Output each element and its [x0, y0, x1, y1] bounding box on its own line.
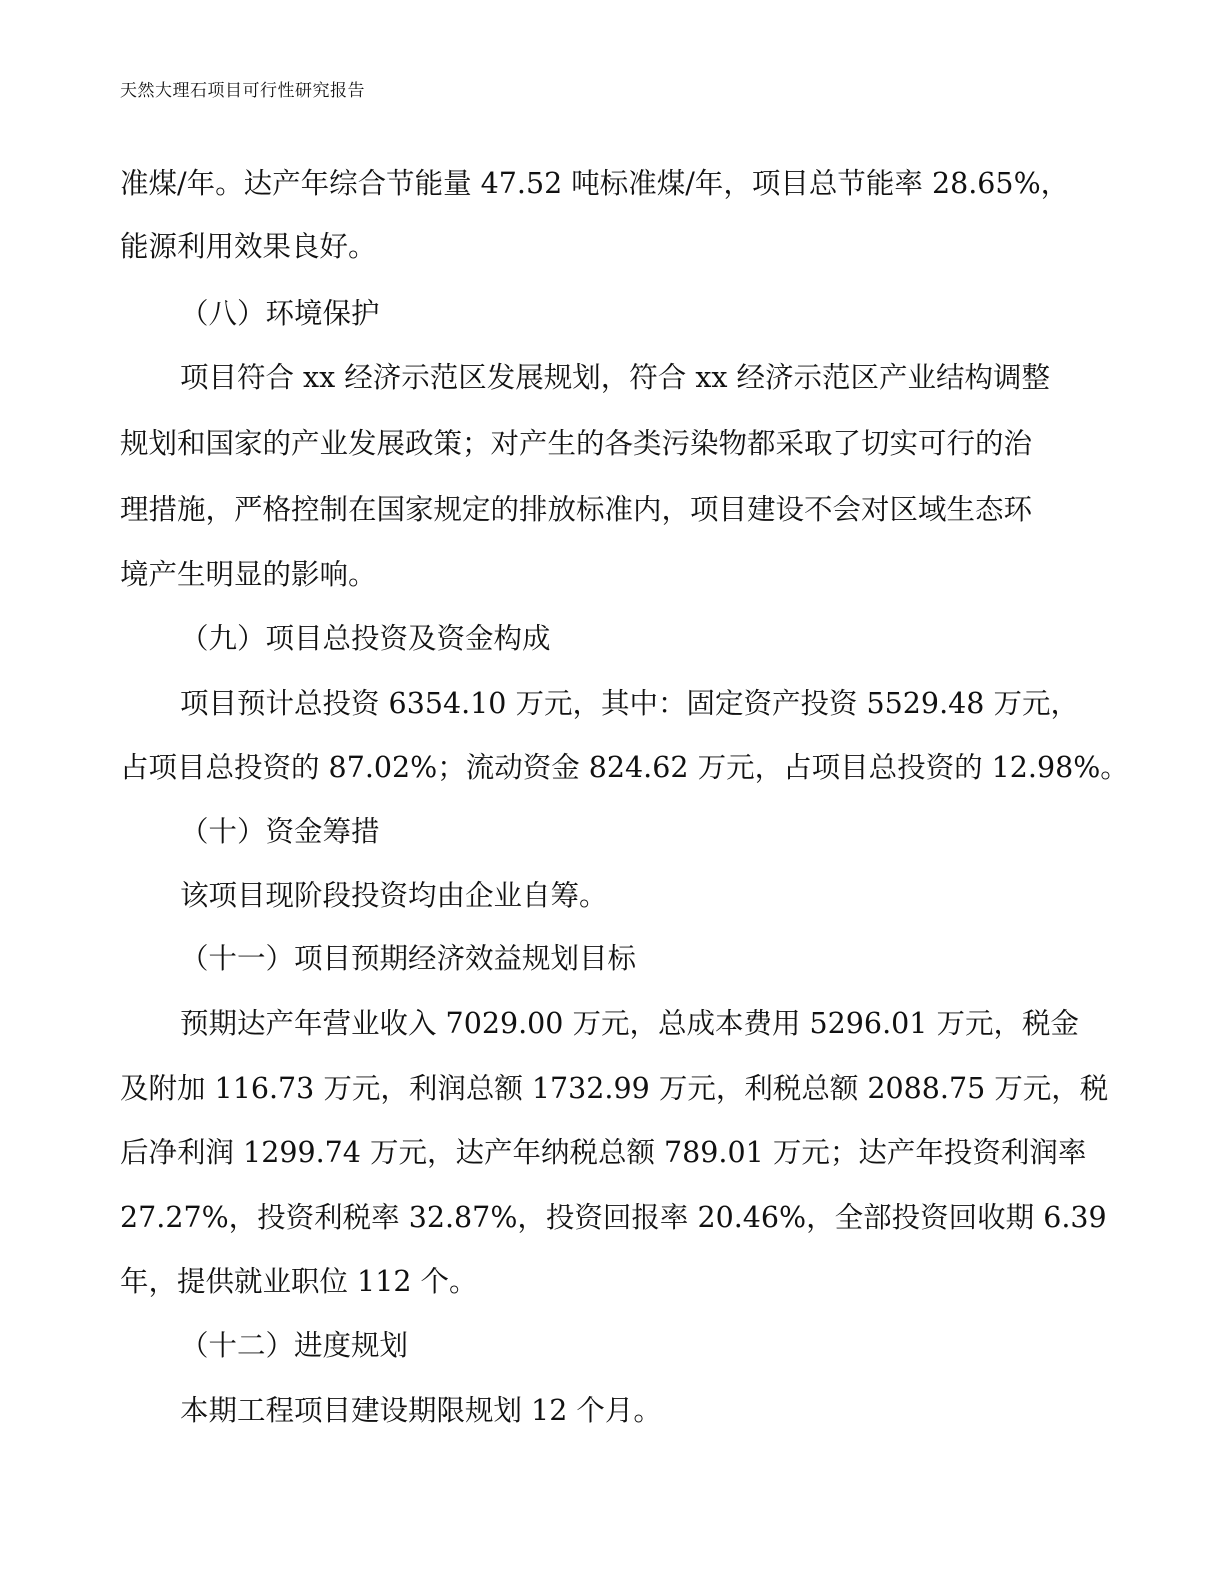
paragraph-line: 后净利润 1299.74 万元，达产年纳税总额 789.01 万元；达产年投资利润率	[120, 1136, 1087, 1169]
paragraph-line: 预期达产年营业收入 7029.00 万元，总成本费用 5296.01 万元，税金	[180, 1007, 1079, 1040]
section-heading-funding: （十）资金筹措	[180, 815, 380, 848]
paragraph-line: 27.27%，投资利税率 32.87%，投资回报率 20.46%，全部投资回收期 6.39	[120, 1201, 1107, 1234]
paragraph-line: 能源利用效果良好。	[120, 230, 377, 263]
paragraph-line: 规划和国家的产业发展政策；对产生的各类污染物都采取了切实可行的治	[120, 427, 1033, 460]
paragraph-line: 境产生明显的影响。	[120, 558, 377, 591]
running-header: 天然大理石项目可行性研究报告	[120, 81, 365, 101]
section-heading-schedule: （十二）进度规划	[180, 1329, 409, 1362]
paragraph-line: 及附加 116.73 万元，利润总额 1732.99 万元，利税总额 2088.75 万元，税	[120, 1072, 1109, 1105]
paragraph-line: 项目符合 xx 经济示范区发展规划，符合 xx 经济示范区产业结构调整	[180, 361, 1051, 394]
section-heading-economic-targets: （十一）项目预期经济效益规划目标	[180, 942, 637, 975]
paragraph-line: 本期工程项目建设期限规划 12 个月。	[180, 1394, 662, 1427]
section-heading-environment: （八）环境保护	[180, 297, 380, 330]
paragraph-line: 该项目现阶段投资均由企业自筹。	[180, 879, 608, 912]
paragraph-line: 年，提供就业职位 112 个。	[120, 1265, 478, 1298]
paragraph-line: 项目预计总投资 6354.10 万元，其中：固定资产投资 5529.48 万元，	[180, 687, 1079, 720]
section-heading-investment: （九）项目总投资及资金构成	[180, 622, 551, 655]
paragraph-line: 占项目总投资的 87.02%；流动资金 824.62 万元，占项目总投资的 12.98%。	[120, 751, 1129, 784]
paragraph-line: 理措施，严格控制在国家规定的排放标准内，项目建设不会对区域生态环	[120, 493, 1033, 526]
paragraph-line: 准煤/年。达产年综合节能量 47.52 吨标准煤/年，项目总节能率 28.65%，	[120, 167, 1070, 200]
